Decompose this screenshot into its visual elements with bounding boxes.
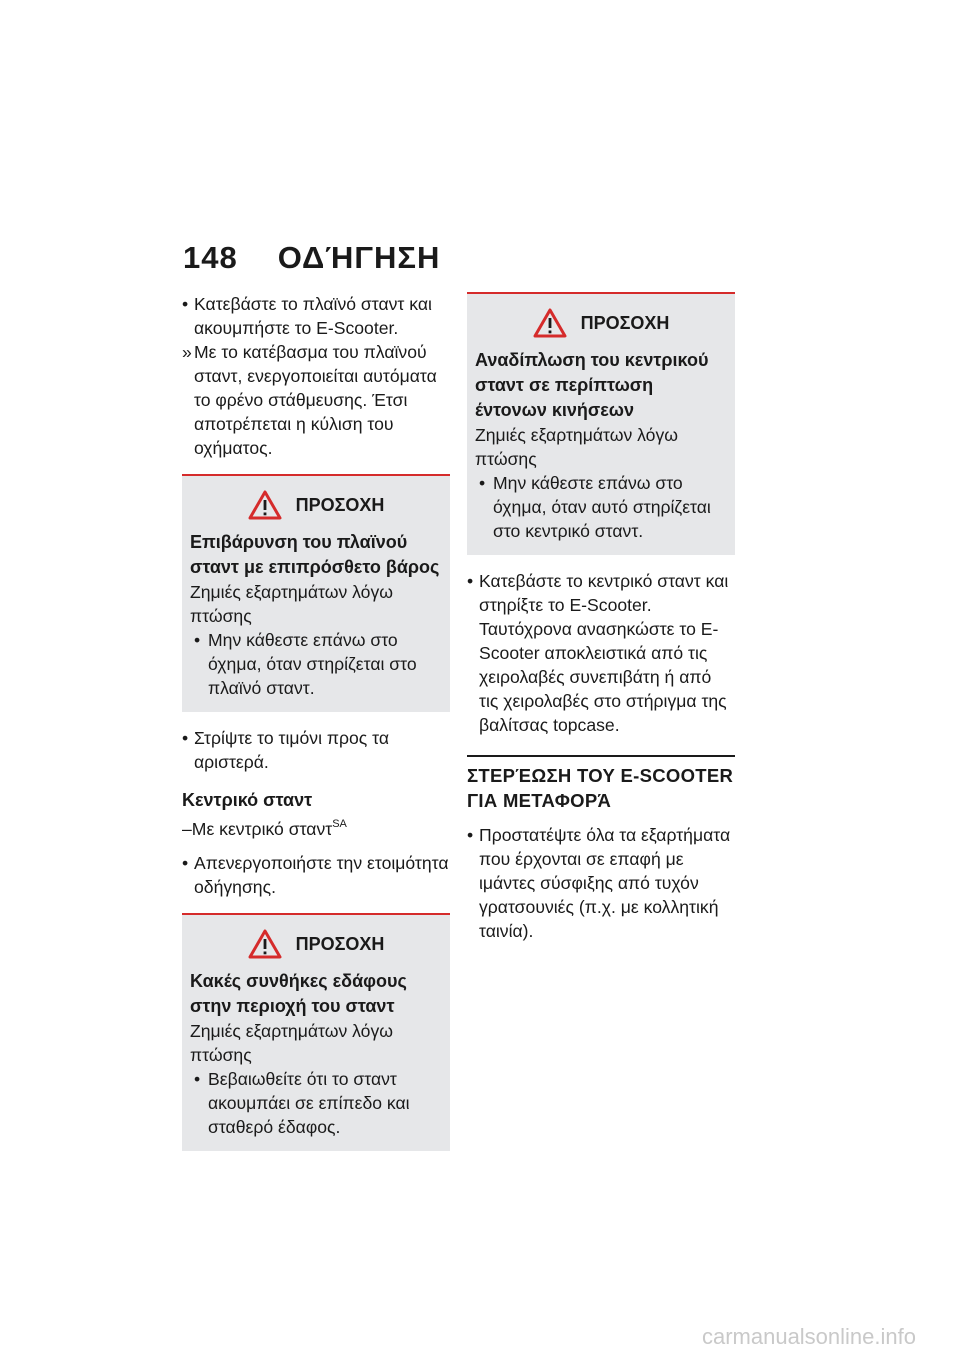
watermark: carmanualsonline.info xyxy=(701,1324,916,1349)
warning-header xyxy=(475,308,727,338)
instruction-step: • Κατεβάστε το κεντρικό σταντ και στηρίξτε το E-Scooter. Ταυτόχρονα ανασηκώστε το E-Scooter αποκλειστικά από τις χειρολαβές συνεπιβάτη ή από τις χειρολαβές στο στήριγμα της βαλίτσας topcase. xyxy=(467,569,735,737)
instruction-step: • Κατεβάστε το πλαϊνό σταντ και ακουμπήστε το E-Scooter. xyxy=(182,292,450,340)
warning-label: ΠΡΟΣΟΧΗ xyxy=(295,495,385,515)
warning-label: ΠΡΟΣΟΧΗ xyxy=(295,934,385,954)
warning-triangle-icon xyxy=(248,490,282,520)
warning-triangle-icon xyxy=(248,929,282,959)
section-heading: ΣΤΕΡΈΩΣΗ ΤΟΥ E-SCOOTER ΓΙΑ ΜΕΤΑΦΟΡΆ xyxy=(467,755,735,813)
warning-header xyxy=(190,490,442,520)
warning-label: ΠΡΟΣΟΧΗ xyxy=(580,313,670,333)
subsection-heading: Κεντρικό σταντ xyxy=(182,790,313,810)
warning-risk: Ζημιές εξαρτημάτων λόγω πτώσης xyxy=(190,582,393,626)
warning-action: • Μην κάθεστε επάνω στο όχημα, όταν αυτό στηρίζεται στο κεντρικό σταντ. xyxy=(475,471,727,543)
warning-box xyxy=(182,474,450,712)
warning-box xyxy=(182,913,450,1151)
warning-title: Κακές συνθήκες εδάφους στην περιοχή του σταντ xyxy=(190,971,407,1016)
warning-title: Επιβάρυνση του πλαϊνού σταντ με επιπρόσθετο βάρος xyxy=(190,532,440,577)
left-column xyxy=(182,292,450,1165)
warning-risk: Ζημιές εξαρτημάτων λόγω πτώσης xyxy=(190,1021,393,1065)
chapter-title: ΟΔΉΓΗΣΗ xyxy=(277,240,441,275)
instruction-step: • Απενεργοποιήστε την ετοιμότητα οδήγησης. xyxy=(182,851,450,899)
warning-action: • Μην κάθεστε επάνω στο όχημα, όταν στηρίζεται στο πλαϊνό σταντ. xyxy=(190,628,442,700)
warning-header xyxy=(190,929,442,959)
result-note: » Με το κατέβασμα του πλαϊνού σταντ, ενεργοποιείται αυτόματα το φρένο στάθμευσης. Έτσι αποτρέπεται η κύλιση του οχήματος. xyxy=(182,340,450,460)
page-header xyxy=(183,240,440,276)
page-number: 148 xyxy=(183,240,238,275)
instruction-step: • Προστατέψτε όλα τα εξαρτήματα που έρχονται σε επαφή με ιμάντες σύσφιξης από τυχόν γρατσουνιές (π.χ. με κολλητική ταινία). xyxy=(467,823,735,943)
warning-box xyxy=(467,292,735,555)
condition-text: –Με κεντρικό σταντ xyxy=(182,819,333,839)
right-column xyxy=(467,292,735,943)
warning-risk: Ζημιές εξαρτημάτων λόγω πτώσης xyxy=(475,425,678,469)
warning-title: Αναδίπλωση του κεντρικού σταντ σε περίπτωση έντονων κινήσεων xyxy=(475,350,709,420)
instruction-step: • Στρίψτε το τιμόνι προς τα αριστερά. xyxy=(182,726,450,774)
warning-triangle-icon xyxy=(533,308,567,338)
special-accessory-mark: SA xyxy=(332,818,347,830)
condition-line xyxy=(182,812,450,841)
warning-action: • Βεβαιωθείτε ότι το σταντ ακουμπάει σε επίπεδο και σταθερό έδαφος. xyxy=(190,1067,442,1139)
